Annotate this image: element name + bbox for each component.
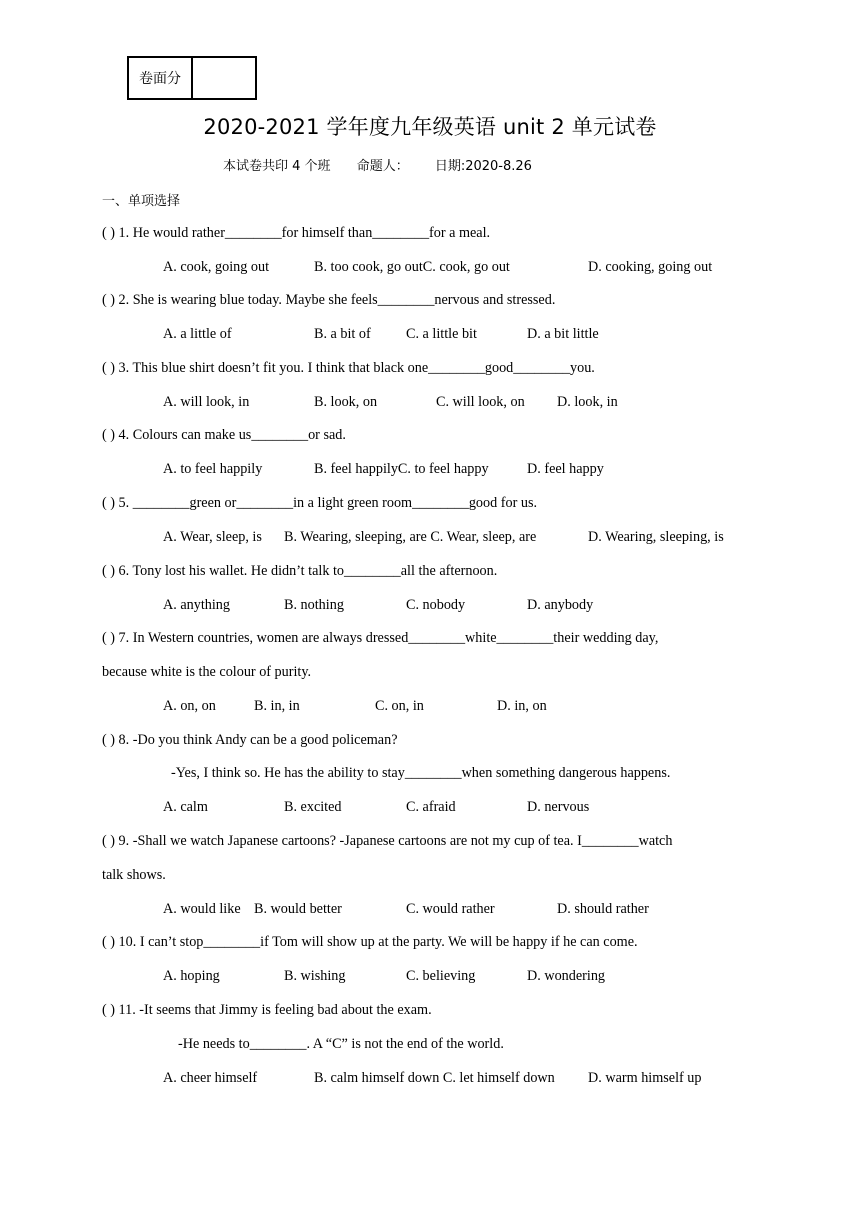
question-continuation: -Yes, I think so. He has the ability to stay________when something dangerous happens. — [171, 765, 671, 781]
option: B. feel happilyC. to feel happy — [314, 461, 489, 477]
option: D. nervous — [527, 799, 590, 815]
page-title: 2020-2021 学年度九年级英语 unit 2 单元试卷 — [203, 115, 657, 139]
option: A. calm — [163, 799, 208, 815]
exam-meta — [223, 155, 554, 174]
question-stem: ( ) 10. I can’t stop________if Tom will show up at the party. We will be happy if he can come. — [102, 934, 638, 950]
option: B. Wearing, sleeping, are C. Wear, sleep, are — [284, 529, 537, 545]
score-value-field[interactable] — [193, 58, 255, 98]
option: C. will look, on — [436, 394, 525, 410]
question-stem: ( ) 8. -Do you think Andy can be a good policeman? — [102, 732, 398, 748]
question-stem: ( ) 9. -Shall we watch Japanese cartoons? -Japanese cartoons are not my cup of tea. I________watch — [102, 833, 673, 849]
option: A. hoping — [163, 968, 220, 984]
score-box — [127, 56, 257, 100]
option: B. in, in — [254, 698, 300, 714]
question-continuation: -He needs to________. A “C” is not the end of the world. — [178, 1036, 504, 1052]
option: D. feel happy — [527, 461, 604, 477]
option: A. to feel happily — [163, 461, 263, 477]
meta-author: 命题人： — [356, 159, 409, 174]
option: C. believing — [406, 968, 476, 984]
option: C. on, in — [375, 698, 424, 714]
score-label: 卷面分 — [129, 58, 193, 98]
option: D. warm himself up — [588, 1070, 702, 1086]
question-stem: ( ) 5. ________green or________in a light green room________good for us. — [102, 495, 538, 511]
option: A. cheer himself — [163, 1070, 258, 1086]
option: D. anybody — [527, 597, 594, 613]
section-heading: 一、单项选择 — [102, 194, 181, 209]
option: C. afraid — [406, 799, 456, 815]
option: D. look, in — [557, 394, 618, 410]
option: B. a bit of — [314, 326, 371, 342]
option: A. a little of — [163, 326, 232, 342]
option: B. look, on — [314, 394, 378, 410]
option: D. should rather — [557, 901, 649, 917]
meta-classes: 本试卷共印 4 个班 — [223, 159, 331, 174]
question-continuation: because white is the colour of purity. — [102, 664, 312, 680]
option: B. nothing — [284, 597, 344, 613]
option: C. nobody — [406, 597, 466, 613]
question-stem: ( ) 2. She is wearing blue today. Maybe she feels________nervous and stressed. — [102, 292, 556, 308]
option: A. cook, going out — [163, 259, 270, 275]
question-stem: ( ) 7. In Western countries, women are always dressed________white________their wedding day, — [102, 630, 659, 646]
question-stem: ( ) 3. This blue shirt doesn’t fit you. I think that black one________good________you. — [102, 360, 595, 376]
question-continuation: talk shows. — [102, 867, 166, 883]
option: A. would like — [163, 901, 241, 917]
option: A. will look, in — [163, 394, 250, 410]
option: C. would rather — [406, 901, 495, 917]
option: D. wondering — [527, 968, 606, 984]
option: A. on, on — [163, 698, 216, 714]
option: A. anything — [163, 597, 230, 613]
option: A. Wear, sleep, is — [163, 529, 262, 545]
option: D. a bit little — [527, 326, 599, 342]
meta-date: 日期:2020-8.26 — [434, 159, 532, 174]
option: D. cooking, going out — [588, 259, 713, 275]
question-stem: ( ) 6. Tony lost his wallet. He didn’t talk to________all the afternoon. — [102, 563, 498, 579]
option: D. Wearing, sleeping, is — [588, 529, 724, 545]
option: B. would better — [254, 901, 342, 917]
question-stem: ( ) 11. -It seems that Jimmy is feeling bad about the exam. — [102, 1002, 432, 1018]
option: B. calm himself down C. let himself down — [314, 1070, 555, 1086]
option: B. too cook, go outC. cook, go out — [314, 259, 510, 275]
option: D. in, on — [497, 698, 547, 714]
option: B. excited — [284, 799, 342, 815]
question-stem: ( ) 1. He would rather________for himself than________for a meal. — [102, 225, 491, 241]
question-stem: ( ) 4. Colours can make us________or sad. — [102, 427, 346, 443]
option: B. wishing — [284, 968, 346, 984]
option: C. a little bit — [406, 326, 477, 342]
